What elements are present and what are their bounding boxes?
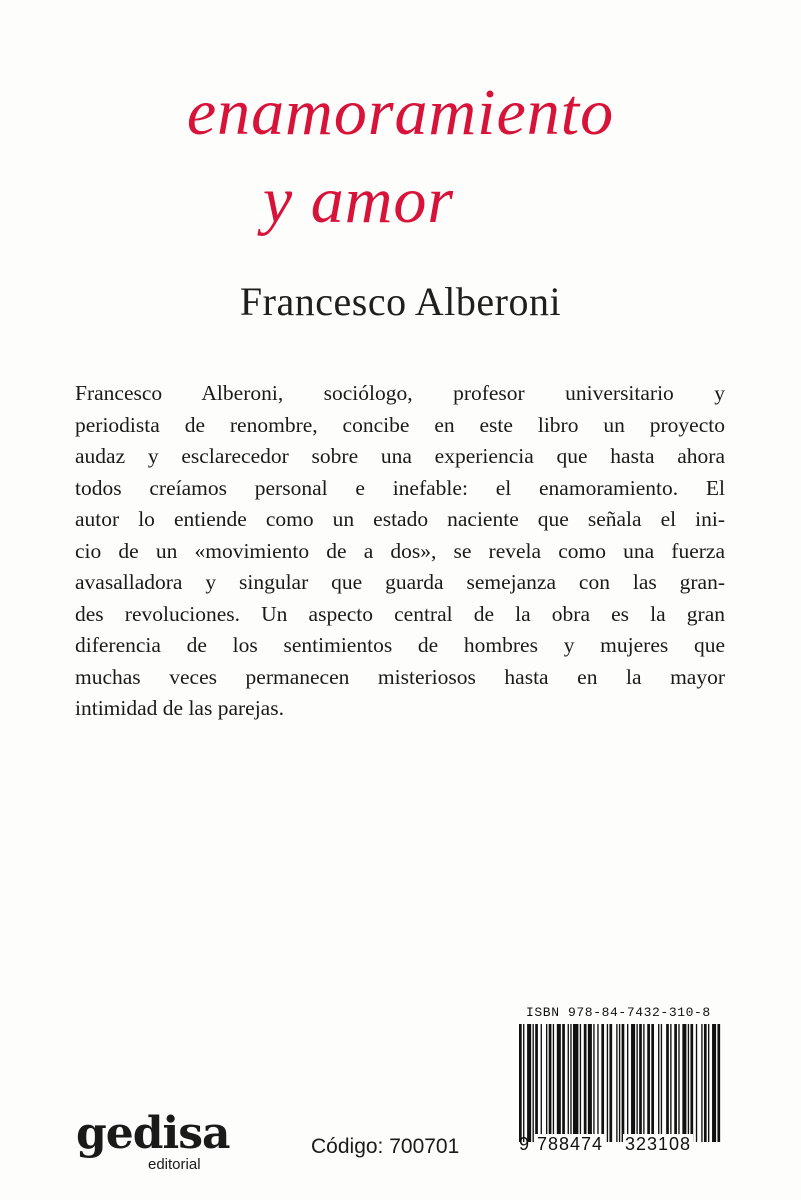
barcode-bar [631,1024,635,1142]
barcode-digit-group-2: 323108 [625,1134,692,1154]
blurb-line: cio de un «movimiento de a dos», se revela como una fuerza [75,538,725,563]
barcode-bar [580,1024,581,1142]
barcode-bar [593,1024,594,1142]
barcode-bar [523,1024,524,1142]
barcode-bar [609,1024,612,1142]
barcode-bar [616,1024,617,1142]
barcode-bar [690,1024,693,1142]
barcode-bar [708,1024,709,1142]
barcode-bar [619,1024,620,1142]
barcode-bar [568,1024,569,1142]
barcode-bar [682,1024,686,1142]
barcode-bar [519,1024,522,1142]
blurb-line: muchas veces permanecen misteriosos hasta en la mayor [75,664,725,689]
barcode-bar [658,1024,659,1142]
barcode-bar [557,1024,561,1142]
barcode-bar [622,1024,625,1142]
book-title-line-1: enamoramiento [186,76,615,149]
barcode-bar [627,1024,628,1142]
barcode-bar [588,1024,592,1142]
blurb-line: des revoluciones. Un aspecto central de la obra es la gran [75,601,725,626]
blurb-line: avasalladora y singular que guarda semejanza con las gran- [75,570,725,594]
barcode-bar [601,1024,604,1142]
barcode-bar [573,1024,578,1142]
product-code: Código: 700701 [311,1135,460,1158]
barcode-bar [639,1024,642,1142]
barcode-bar [597,1024,598,1142]
barcode-bar [717,1024,720,1142]
barcode-bar [546,1024,547,1142]
barcode-bar [701,1024,702,1142]
barcode-bar [678,1024,679,1142]
barcode-bar [562,1024,565,1142]
blurb-line: periodista de renombre, concibe en este libro un proyecto [75,412,725,437]
blurb-line: todos creíamos personal e inefable: el enamoramiento. El [75,475,725,500]
barcode-bar [527,1024,531,1142]
barcode-bar [670,1024,671,1142]
barcode-bar [661,1024,662,1142]
barcode-bar [696,1024,697,1142]
barcode-bar [712,1024,716,1142]
barcode-bar [533,1024,534,1142]
isbn-label: ISBN 978-84-7432-310-8 [526,1005,711,1020]
blurb-line: audaz y esclarecedor sobre una experiencia que hasta ahora [75,444,725,468]
barcode-bar [666,1024,669,1142]
barcode-bar [643,1024,644,1142]
barcode-lead-digit: 9 [519,1134,531,1154]
publisher-logo: gedisa [76,1108,230,1159]
book-author: Francesco Alberoni [239,279,562,324]
barcode-bar [541,1024,542,1142]
barcode-bar [553,1024,554,1142]
barcode-bar [584,1024,587,1142]
publisher-logo-subtitle: editorial [148,1156,201,1173]
barcode-bar [636,1024,637,1142]
barcode-bar [704,1024,707,1142]
blurb-line: autor lo entiende como un estado naciente que señala el ini- [75,507,725,531]
blurb-line: intimidad de las parejas. [75,696,284,720]
book-title-line-2: y amor [262,164,455,237]
barcode-bar [651,1024,654,1142]
barcode-bar [570,1024,571,1142]
barcode-bar [607,1024,608,1142]
book-blurb [75,378,725,725]
blurb-line: Francesco Alberoni, sociólogo, profesor universitario y [75,381,725,405]
barcode-bar [647,1024,650,1142]
blurb-line: diferencia de los sentimientos de hombres y mujeres que [75,633,725,657]
barcode-bar [688,1024,689,1142]
barcode-digit-group-1: 788474 [537,1134,604,1154]
barcode-bar [674,1024,677,1142]
barcode-bar [535,1024,538,1142]
barcode-bar [549,1024,552,1142]
